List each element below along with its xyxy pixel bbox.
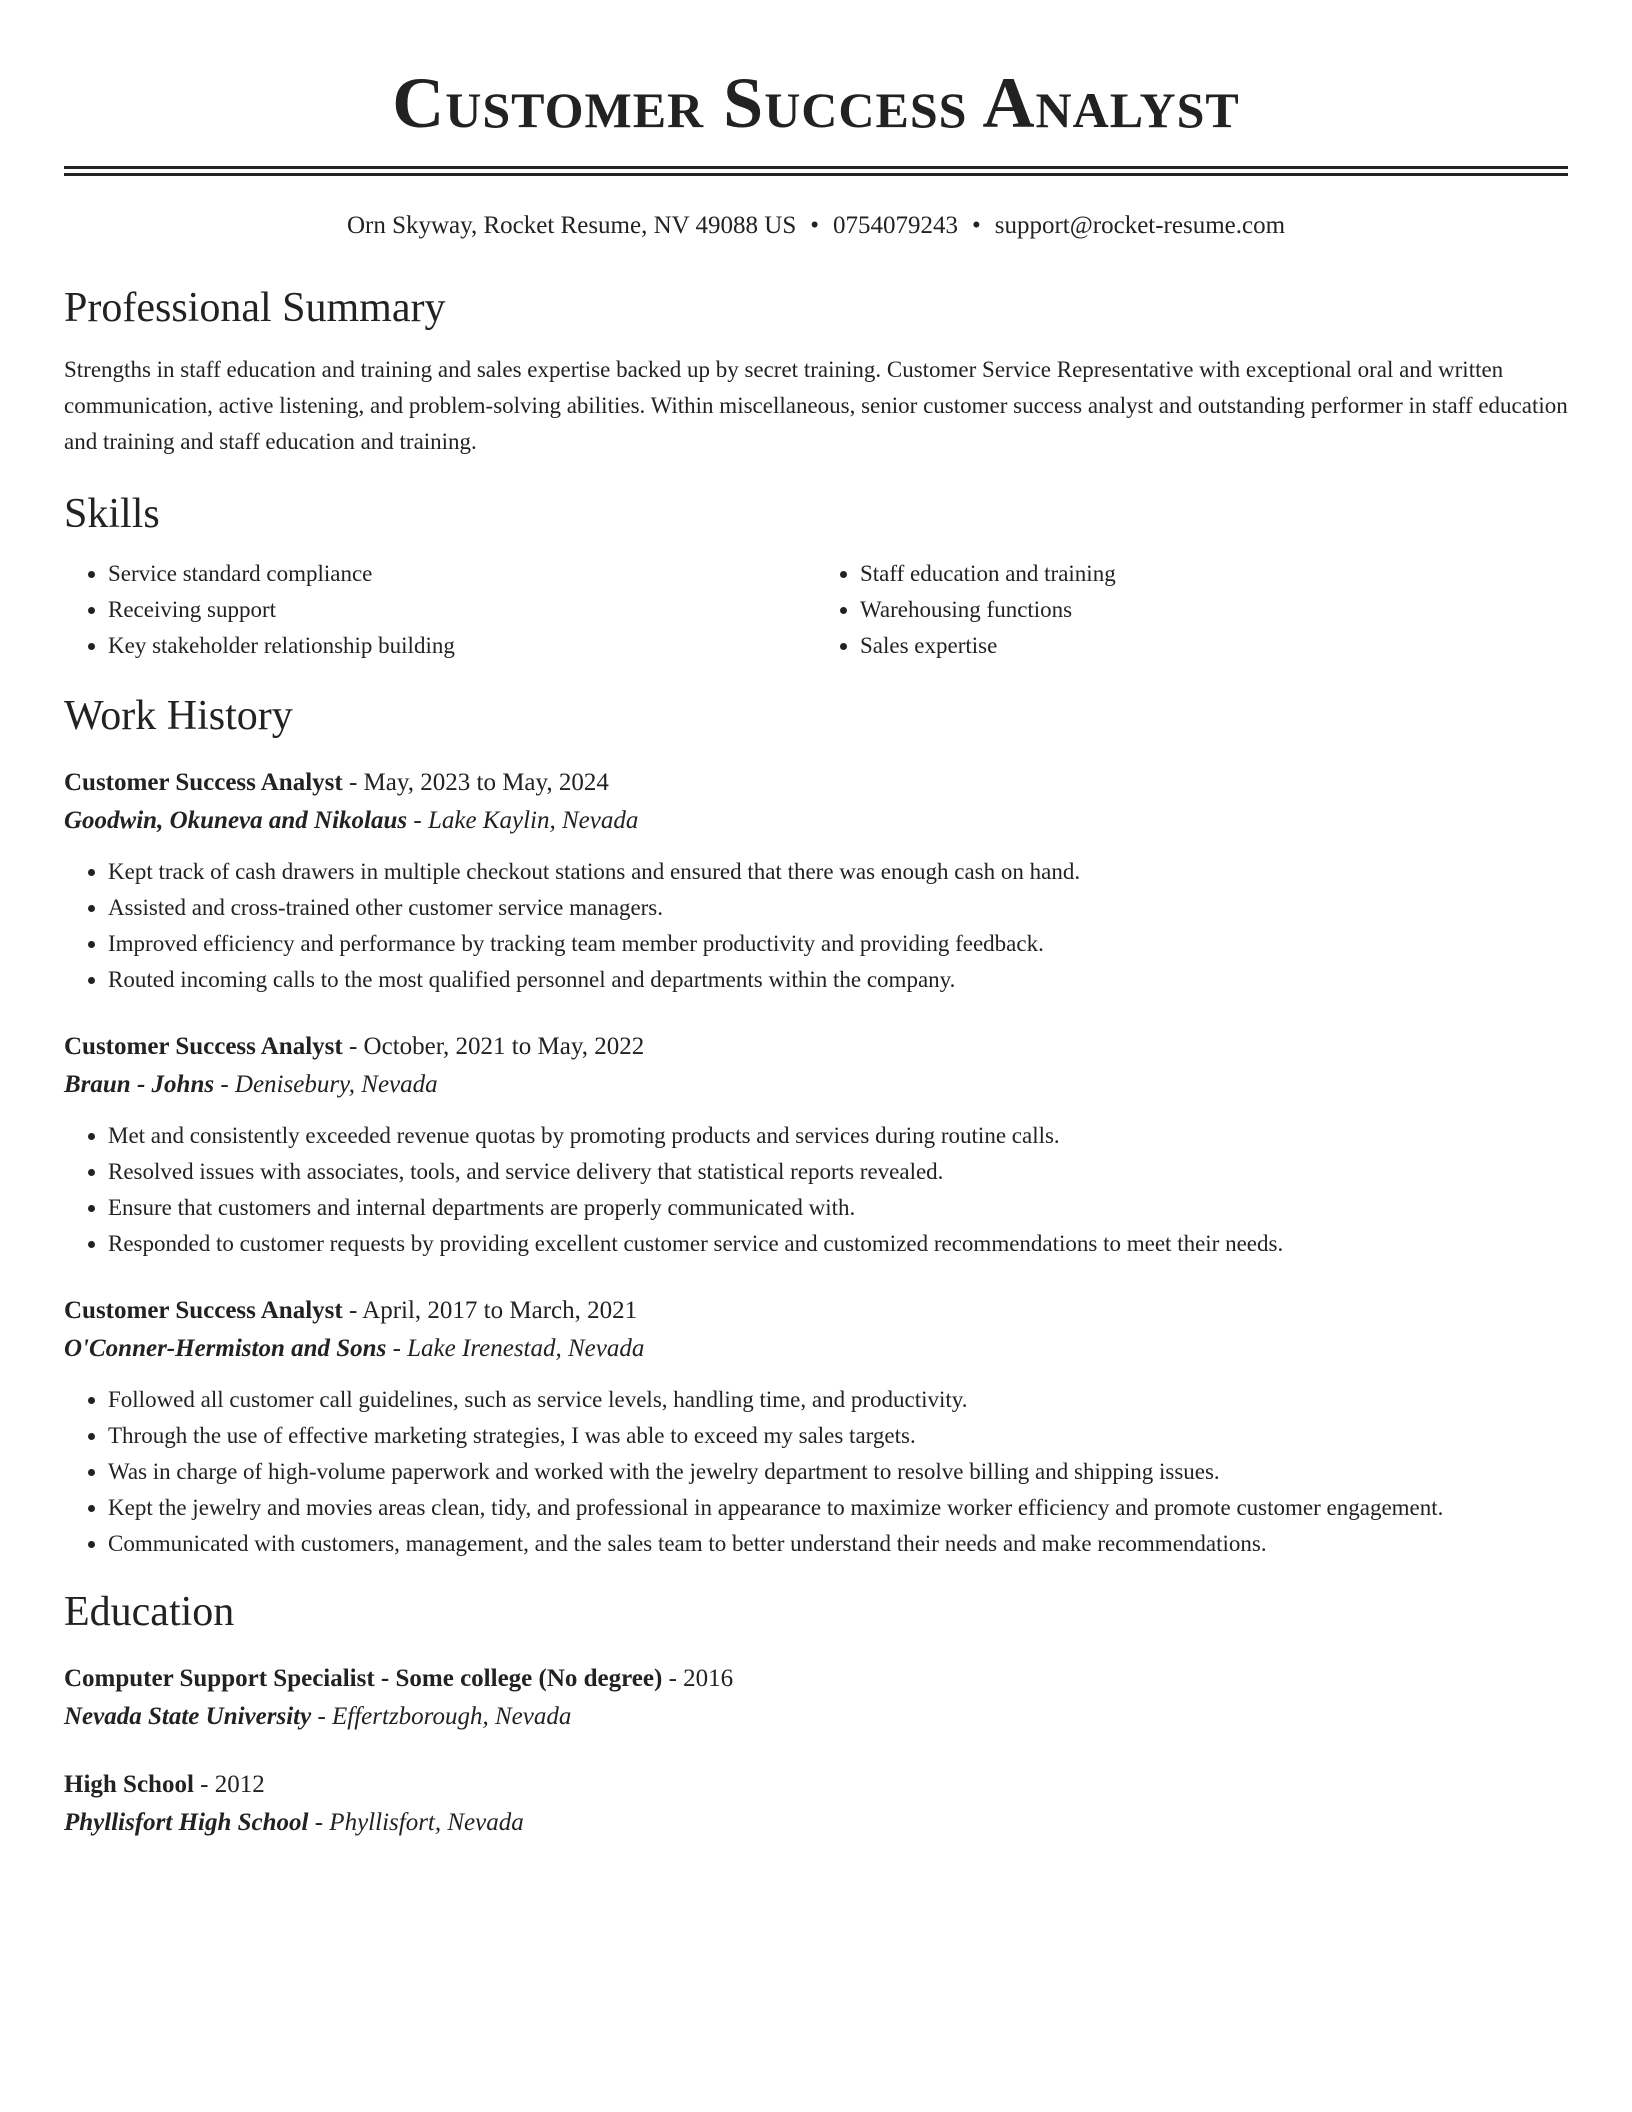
education-location: - Effertzborough, Nevada [311,1703,572,1730]
education-degree: Computer Support Specialist - Some college (No degree) [64,1665,663,1692]
job-entry [64,764,1568,998]
contact-line [64,210,1568,242]
education-school-line [64,1698,1568,1736]
summary-heading: Professional Summary [64,285,446,331]
education-degree-line [64,1660,1568,1698]
job-company-line [64,802,1568,840]
job-bullets [64,1118,1568,1262]
education-degree: High School [64,1771,194,1798]
job-bullet: • Met and consistently exceeded revenue quotas by promoting products and services during routine calls. [108,1118,1568,1154]
job-bullet: • Kept the jewelry and movies areas clean, tidy, and professional in appearance to maximize worker efficiency and promote customer engagement. [108,1490,1568,1526]
skill-item: • Staff education and training [860,556,1568,592]
job-location: - Lake Kaylin, Nevada [407,807,639,834]
job-company-line [64,1330,1568,1368]
contact-separator: • [810,212,819,239]
header-divider [64,166,1568,176]
job-title: Customer Success Analyst [64,1033,343,1060]
job-title-line [64,764,1568,802]
job-bullet: • Resolved issues with associates, tools, and service delivery that statistical reports revealed. [108,1154,1568,1190]
education-year: - 2012 [193,1771,265,1798]
skill-item: • Warehousing functions [860,592,1568,628]
skill-item: • Sales expertise [860,628,1568,664]
skills-heading: Skills [64,491,160,537]
education-entry [64,1766,1568,1842]
job-bullet: • Was in charge of high-volume paperwork and worked with the jewelry department to resolve billing and shipping issues. [108,1454,1568,1490]
skill-item: • Service standard compliance [108,556,816,592]
candidate-name: Customer Success Analyst [392,63,1240,143]
summary-section [64,282,1568,460]
skills-grid [64,556,1568,664]
job-bullet: • Responded to customer requests by providing excellent customer service and customized recommendations to meet their needs. [108,1226,1568,1262]
job-bullet: • Followed all customer call guidelines, such as service levels, handling time, and productivity. [108,1382,1568,1418]
job-dates: - May, 2023 to May, 2024 [342,769,609,796]
job-bullet: • Through the use of effective marketing strategies, I was able to exceed my sales targets. [108,1418,1568,1454]
skill-item: • Receiving support [108,592,816,628]
job-location: - Lake Irenestad, Nevada [386,1335,645,1362]
skills-section [64,488,1568,664]
work-history-section [64,690,1568,1562]
skills-right-column [816,556,1568,664]
skill-item: • Key stakeholder relationship building [108,628,816,664]
summary-text: Strengths in staff education and training and sales expertise backed up by secret training. Customer Service Representative with exceptional oral and written communication, active listening, and problem-solving abilities. Within miscellaneous, senior customer success analyst and outstanding performer in staff education and training and staff education and training. [64,357,1568,454]
job-title-line [64,1292,1568,1330]
education-section [64,1586,1568,1842]
education-entry [64,1660,1568,1736]
work-history-heading: Work History [64,693,293,739]
job-title-line [64,1028,1568,1066]
education-year: - 2016 [662,1665,734,1692]
job-title: Customer Success Analyst [64,769,343,796]
job-title: Customer Success Analyst [64,1297,343,1324]
job-bullet: • Kept track of cash drawers in multiple checkout stations and ensured that there was enough cash on hand. [108,854,1568,890]
job-company: O'Conner-Hermiston and Sons [64,1335,387,1362]
education-degree-line [64,1766,1568,1804]
education-school: Nevada State University [64,1703,312,1730]
education-school-line [64,1804,1568,1842]
job-bullet: • Improved efficiency and performance by tracking team member productivity and providing feedback. [108,926,1568,962]
education-location: - Phyllisfort, Nevada [308,1809,524,1836]
job-entry [64,1292,1568,1562]
job-company: Braun - Johns [64,1071,215,1098]
job-bullet: • Ensure that customers and internal departments are properly communicated with. [108,1190,1568,1226]
education-heading: Education [64,1589,235,1635]
job-bullet: • Assisted and cross-trained other customer service managers. [108,890,1568,926]
job-dates: - April, 2017 to March, 2021 [342,1297,638,1324]
contact-phone: 0754079243 [832,212,958,239]
job-dates: - October, 2021 to May, 2022 [342,1033,645,1060]
job-entry [64,1028,1568,1262]
contact-separator: • [971,212,981,239]
job-company: Goodwin, Okuneva and Nikolaus [64,807,408,834]
job-bullets [64,1382,1568,1562]
job-bullets [64,854,1568,998]
job-bullet: • Communicated with customers, management, and the sales team to better understand their needs and make recommendations. [108,1526,1568,1562]
education-school: Phyllisfort High School [64,1809,309,1836]
skills-left-column [64,556,816,664]
job-location: - Denisebury, Nevada [214,1071,438,1098]
contact-address: Orn Skyway, Rocket Resume, NV 49088 US [346,212,797,239]
job-company-line [64,1066,1568,1104]
contact-email: support@rocket-resume.com [994,212,1286,239]
job-bullet: • Routed incoming calls to the most qualified personnel and departments within the company. [108,962,1568,998]
